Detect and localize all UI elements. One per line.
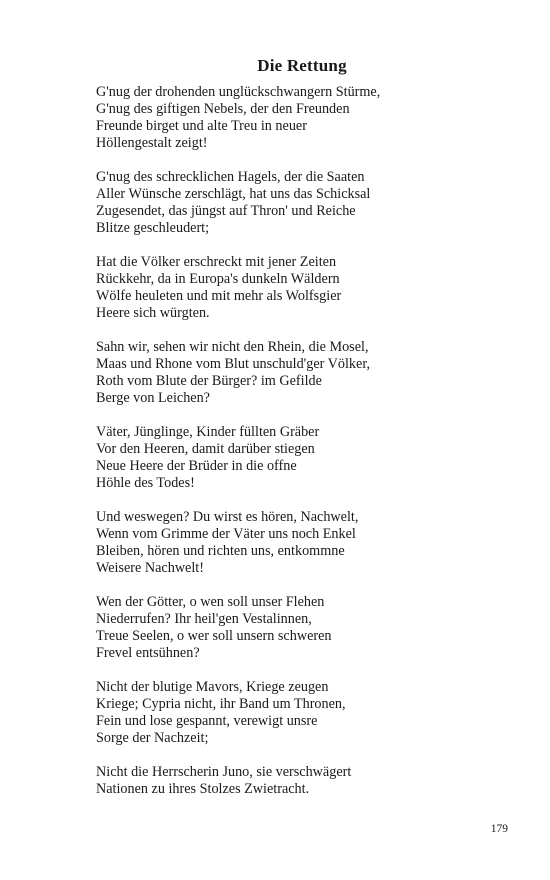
page-number: 179	[490, 823, 508, 835]
poem-line: Hat die Völker erschreckt mit jener Zeiten	[96, 254, 337, 270]
poem-line: Nationen zu ihres Stolzes Zwietracht.	[96, 781, 310, 797]
poem-line: Kriege; Cypria nicht, ihr Band um Thronen,	[96, 696, 346, 712]
stanza	[96, 169, 516, 237]
poem-line: Zugesendet, das jüngst auf Thron' und Reiche	[96, 203, 356, 219]
poem-line: Wenn vom Grimme der Väter uns noch Enkel	[96, 526, 356, 542]
poem-line: Neue Heere der Brüder in die offne	[96, 458, 297, 474]
poem-line: Blitze geschleudert;	[96, 220, 210, 236]
stanza	[96, 594, 516, 662]
stanza	[96, 84, 516, 152]
poem-line: Und weswegen? Du wirst es hören, Nachwelt,	[96, 509, 359, 525]
poem-line: Väter, Jünglinge, Kinder füllten Gräber	[96, 424, 320, 440]
poem-line: Berge von Leichen?	[96, 390, 210, 406]
poem-line: Frevel entsühnen?	[96, 645, 200, 661]
poem-line: Niederrufen? Ihr heil'gen Vestalinnen,	[96, 611, 312, 627]
stanza	[96, 424, 516, 492]
poem-line: G'nug der drohenden unglückschwangern Stürme,	[96, 84, 381, 100]
poem-line: Nicht die Herrscherin Juno, sie verschwägert	[96, 764, 352, 780]
poem-line: Höllengestalt zeigt!	[96, 135, 208, 151]
poem-line: Heere sich würgten.	[96, 305, 210, 321]
poem-line: Roth vom Blute der Bürger? im Gefilde	[96, 373, 322, 389]
poem-line: Treue Seelen, o wer soll unsern schweren	[96, 628, 332, 644]
stanza	[96, 339, 516, 407]
poem-body	[96, 84, 516, 815]
poem-line: Höhle des Todes!	[96, 475, 195, 491]
poem-line: Sorge der Nachzeit;	[96, 730, 209, 746]
poem-line: Bleiben, hören und richten uns, entkommne	[96, 543, 345, 559]
poem-line: Maas und Rhone vom Blut unschuld'ger Völker,	[96, 356, 371, 372]
poem-line: Sahn wir, sehen wir nicht den Rhein, die Mosel,	[96, 339, 369, 355]
stanza	[96, 509, 516, 577]
poem-line: Vor den Heeren, damit darüber stiegen	[96, 441, 315, 457]
poem-line: Weisere Nachwelt!	[96, 560, 204, 576]
poem-title: Die Rettung	[257, 56, 347, 75]
poem-line: Wen der Götter, o wen soll unser Flehen	[96, 594, 325, 610]
poem-line: Nicht der blutige Mavors, Kriege zeugen	[96, 679, 329, 695]
stanza	[96, 764, 516, 798]
stanza	[96, 254, 516, 322]
poem-line: Aller Wünsche zerschlägt, hat uns das Schicksal	[96, 186, 371, 202]
poem-line: G'nug des schrecklichen Hagels, der die Saaten	[96, 169, 365, 185]
stanza	[96, 679, 516, 747]
poem-line: Wölfe heuleten und mit mehr als Wolfsgier	[96, 288, 342, 304]
poem-line: Rückkehr, da in Europa's dunkeln Wäldern	[96, 271, 340, 287]
poem-line: Freunde birget und alte Treu in neuer	[96, 118, 307, 134]
poem-line: Fein und lose gespannt, verewigt unsre	[96, 713, 318, 729]
poem-line: G'nug des giftigen Nebels, der den Freunden	[96, 101, 350, 117]
